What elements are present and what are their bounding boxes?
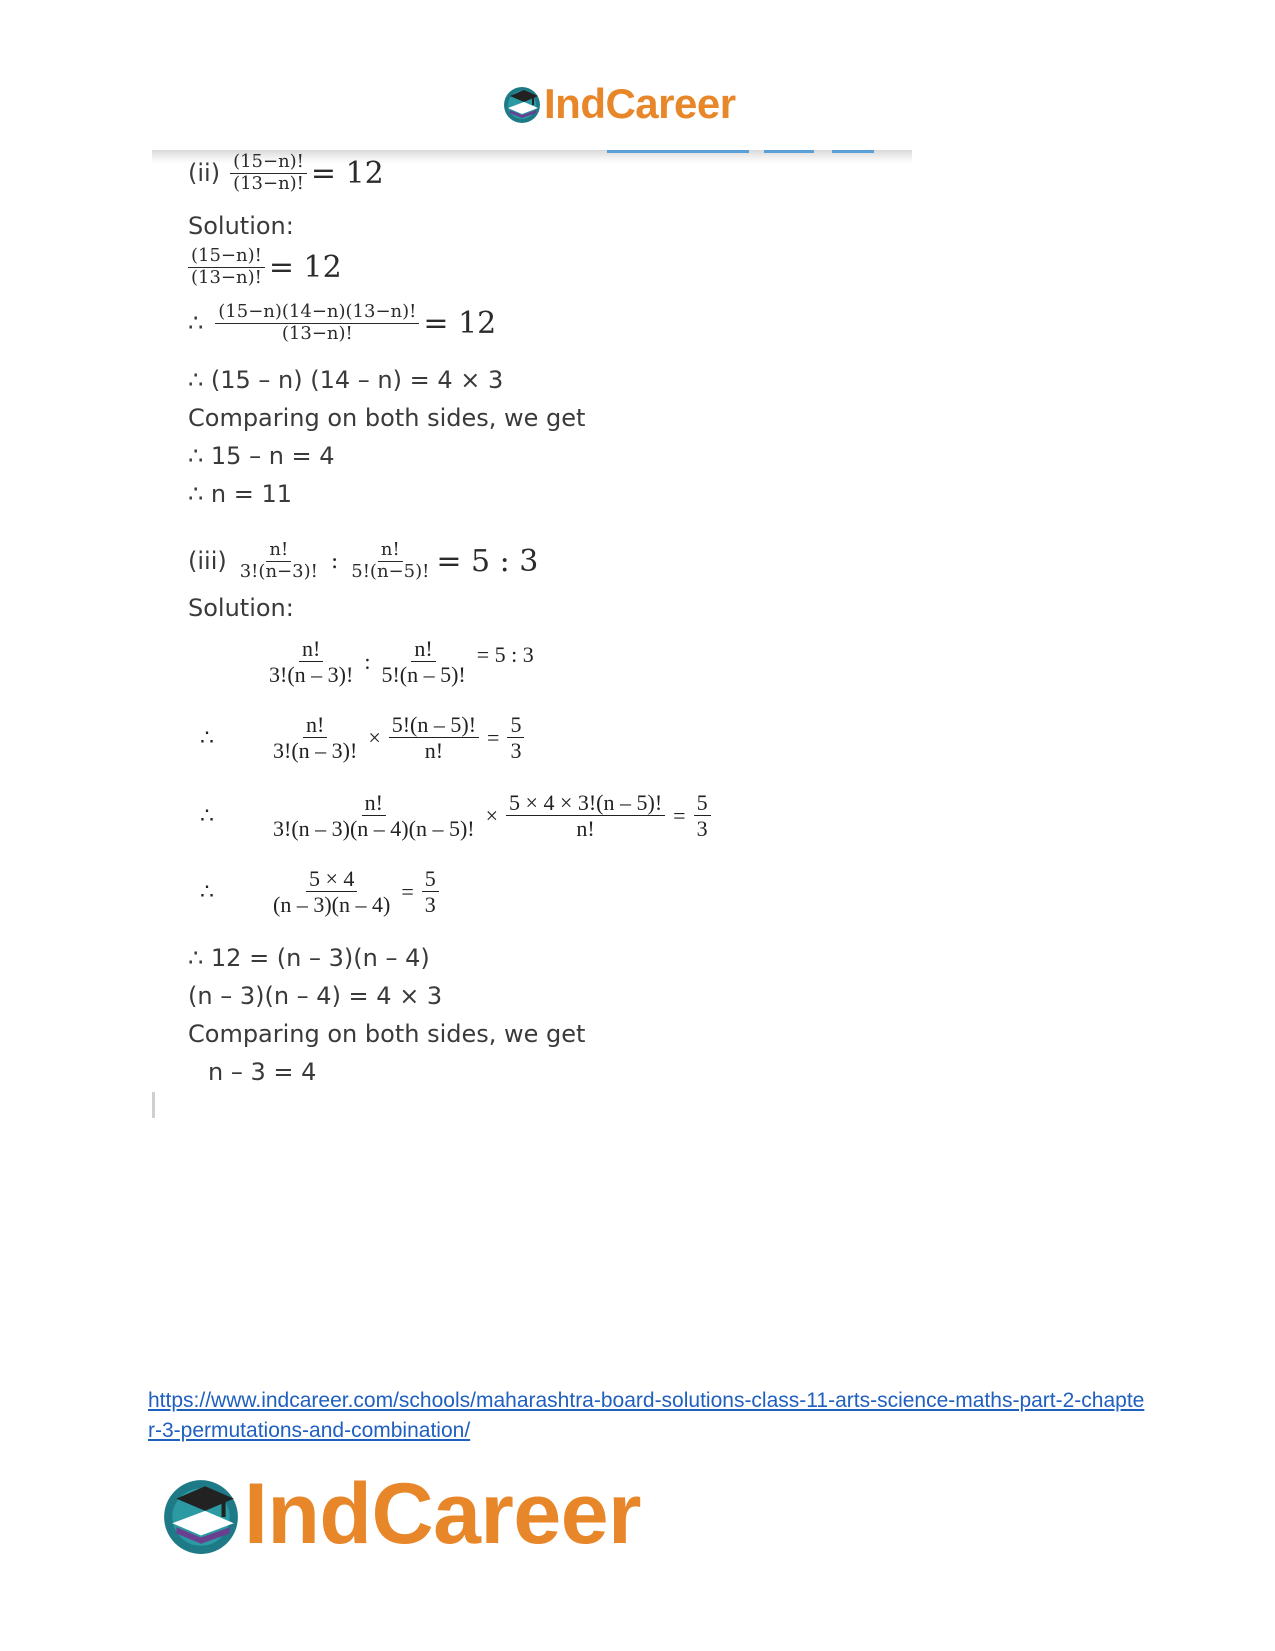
problem-iii-step-2: ∴ $\frac{n!}{3!(n - 3)!}$ × $\frac{5!(n - 5)!}{n!}$ = $\frac{5}{3}$ xyxy=(196,712,528,764)
problem-iii-step-c: Comparing on both sides, we get xyxy=(188,1020,586,1048)
problem-ii-step-1: $\frac{(15-n)!}{(13-n)!}$ = 12 xyxy=(188,246,342,288)
screenshot-tab-2 xyxy=(764,150,814,153)
screenshot-tab-3 xyxy=(832,150,874,153)
problem-ii-step-6: ∴ n = 11 xyxy=(188,480,293,508)
problem-iii-statement: (iii) $\frac{n!}{3!(n-3)!}$ : $\frac{n!}{5!(n-5)!}$ = 5 : 3 xyxy=(188,539,539,582)
problem-ii-step-2: ∴ $\frac{(15-n)(14-n)(13-n)!}{(13-n)!}$ = 12 xyxy=(188,301,497,344)
source-url-link[interactable]: https://www.indcareer.com/schools/maharashtra-board-solutions-class-11-arts-science-maths-part-2-chapter-3-permutations-and-combination/ xyxy=(148,1389,1145,1442)
problem-iii-step-1: $\frac{n!}{3!(n - 3)!}$ : $\frac{n!}{5!(n - 5)!}$ = 5 : 3 xyxy=(269,636,534,688)
graduation-book-icon xyxy=(502,84,542,124)
problem-ii-solution-label: Solution: xyxy=(188,212,294,240)
problem-iii-step-a: ∴ 12 = (n – 3)(n – 4) xyxy=(188,944,430,972)
logo-wordmark: IndCareer xyxy=(544,80,736,127)
header-logo xyxy=(502,80,736,128)
solution-screenshot xyxy=(152,150,912,1118)
problem-iii-solution-label: Solution: xyxy=(188,594,294,622)
problem-ii-step-4: Comparing on both sides, we get xyxy=(188,404,586,432)
problem-iii-step-b: (n – 3)(n – 4) = 4 × 3 xyxy=(188,982,443,1010)
problem-ii-step-3: ∴ (15 – n) (14 – n) = 4 × 3 xyxy=(188,366,504,394)
problem-ii-label: (ii) xyxy=(188,159,221,188)
problem-ii-rhs: = 12 xyxy=(310,155,384,191)
screenshot-tab-1 xyxy=(607,150,749,153)
problem-iii-label: (iii) xyxy=(188,547,227,576)
problem-iii-step-d-cropped: n – 3 = 4 xyxy=(208,1058,317,1086)
problem-ii-step-5: ∴ 15 – n = 4 xyxy=(188,442,335,470)
graduation-book-icon xyxy=(160,1474,242,1556)
problem-iii-step-4: ∴ $\frac{5 \times 4}{(n - 3)(n - 4)}$ = $\frac{5}{3}$ xyxy=(196,866,443,918)
problem-ii-statement xyxy=(188,152,384,194)
screenshot-edge-mark xyxy=(152,1092,155,1118)
problem-ii-fraction: $\frac{(15-n)!}{(13-n)!}$ xyxy=(230,152,307,194)
logo-wordmark: IndCareer xyxy=(244,1466,641,1562)
problem-iii-step-3: ∴ $\frac{n!}{3!(n - 3)(n - 4)(n - 5)!}$ × $\frac{5 \times 4 \times 3!(n - 5)!}{n!}$ = $\frac{5}{3}$ xyxy=(196,790,715,842)
footer-logo xyxy=(160,1465,641,1564)
